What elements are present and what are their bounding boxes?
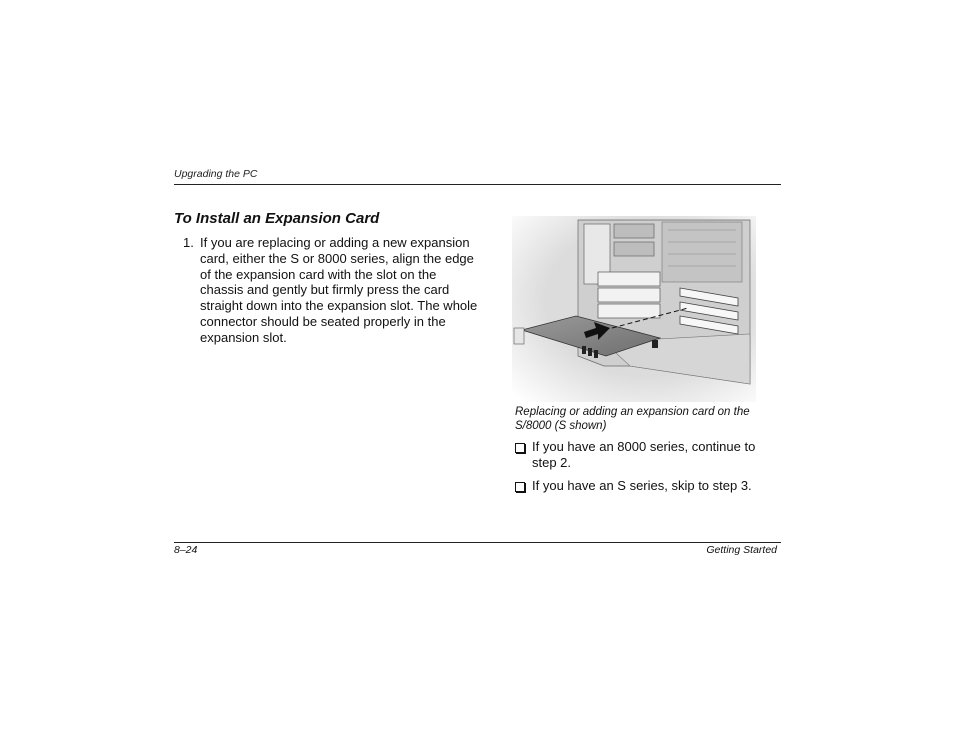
figure-caption: Replacing or adding an expansion card on the S/8000 (S shown) [515, 406, 750, 432]
step-text: If you are replacing or adding a new expansion card, either the S or 8000 series, align the edge of the expansion card with the slot on the chassis and gently but firmly press the card straight down into the expansion slot. The whole connector should be seated properly in the expansion slot. [200, 235, 478, 345]
checklist-item [515, 439, 775, 471]
footer-rule [174, 542, 781, 543]
checklist-item-text: If you have an 8000 series, continue to step 2. [532, 439, 756, 470]
checkbox-icon [515, 482, 525, 492]
running-header: Upgrading the PC [174, 168, 258, 180]
page-number: 8–24 [174, 544, 198, 556]
checkbox-icon [515, 443, 525, 453]
document-title: Getting Started [706, 544, 777, 556]
checklist [515, 439, 775, 501]
section-title: To Install an Expansion Card [174, 210, 380, 227]
expansion-card-illustration [512, 216, 756, 402]
checklist-item-text: If you have an S series, skip to step 3. [532, 478, 752, 493]
header-rule [174, 184, 781, 185]
step-number: 1. [183, 235, 194, 250]
checklist-item [515, 478, 775, 494]
